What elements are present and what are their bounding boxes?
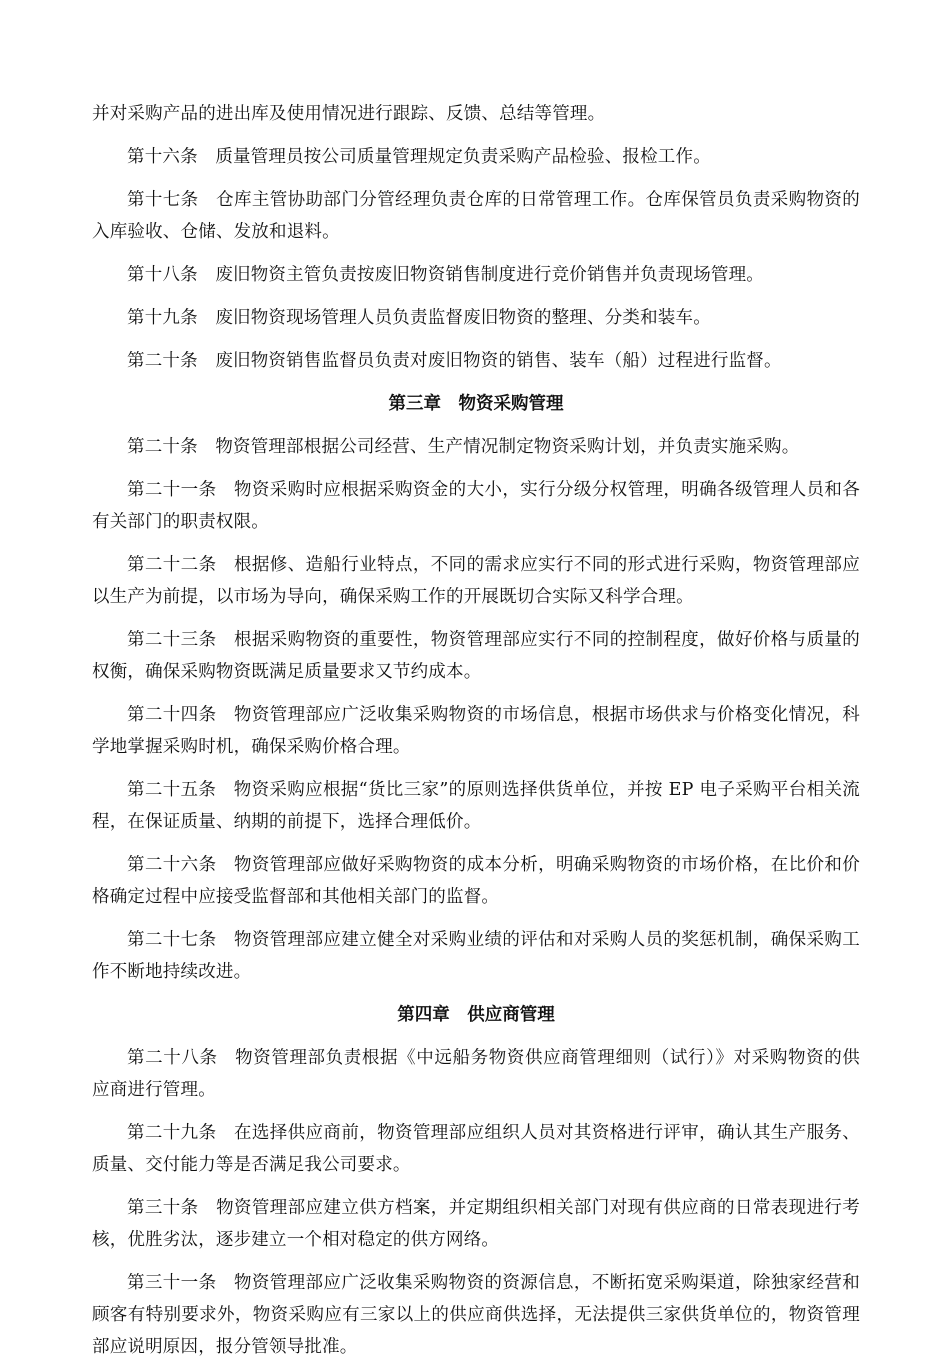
article-28	[92, 1042, 860, 1106]
article-text: 物资管理部应建立健全对采购业绩的评估和对采购人员的奖惩机制，确保采购工作不断地持续改进。	[92, 930, 861, 982]
article-number: 第十九条	[127, 308, 198, 328]
article-number: 第三十条	[127, 1198, 199, 1218]
article-number: 第二十六条	[127, 855, 217, 875]
article-text: 物资管理部根据公司经营、生产情况制定物资采购计划，并负责实施采购。	[215, 437, 800, 457]
article-17	[92, 184, 860, 248]
article-text: 根据采购物资的重要性，物资管理部应实行不同的控制程度，做好价格与质量的权衡，确保采购物资既满足质量要求又节约成本。	[92, 630, 861, 682]
article-number: 第十七条	[127, 190, 199, 210]
article-number: 第二十四条	[127, 705, 217, 725]
article-23	[92, 624, 860, 688]
chapter-number: 第四章	[397, 1005, 450, 1025]
article-text: 质量管理员按公司质量管理规定负责采购产品检验、报检工作。	[215, 147, 711, 167]
article-text: 物资管理部应广泛收集采购物资的市场信息，根据市场供求与价格变化情况，科学地掌握采购时机，确保采购价格合理。	[92, 705, 861, 757]
article-number: 第二十一条	[127, 480, 217, 500]
article-24	[92, 699, 860, 763]
article-text: 物资管理部应广泛收集采购物资的资源信息，不断拓宽采购渠道，除独家经营和顾客有特别要求外，物资采购应有三家以上的供应商供选择，无法提供三家供货单位的，物资管理部应说明原因，报分管领导批准。	[92, 1273, 861, 1357]
article-text: 废旧物资主管负责按废旧物资销售制度进行竞价销售并负责现场管理。	[215, 265, 765, 285]
article-text: 物资采购应根据“货比三家”的原则选择供货单位，并按 EP 电子采购平台相关流程，在保证质量、纳期的前提下，选择合理低价。	[92, 780, 860, 832]
chapter-3-heading	[92, 388, 860, 420]
article-19	[92, 302, 860, 334]
article-number: 第三十一条	[127, 1273, 217, 1293]
article-number: 第十六条	[127, 147, 198, 167]
article-text: 物资管理部负责根据《中远船务物资供应商管理细则（试行）》对采购物资的供应商进行管理。	[92, 1048, 861, 1100]
article-31	[92, 1267, 860, 1363]
chapter-title: 供应商管理	[467, 1005, 555, 1025]
article-text: 在选择供应商前，物资管理部应组织人员对其资格进行评审，确认其生产服务、质量、交付能力等是否满足我公司要求。	[92, 1123, 861, 1175]
continuation-paragraph: 并对采购产品的进出库及使用情况进行跟踪、反馈、总结等管理。	[92, 104, 606, 124]
article-21	[92, 474, 860, 538]
article-text: 根据修、造船行业特点，不同的需求应实行不同的形式进行采购，物资管理部应以生产为前提，以市场为导向，确保采购工作的开展既切合实际又科学合理。	[92, 555, 861, 607]
article-number: 第二十九条	[127, 1123, 217, 1143]
article-27	[92, 924, 860, 988]
article-29	[92, 1117, 860, 1181]
article-text: 物资采购时应根据采购资金的大小，实行分级分权管理，明确各级管理人员和各有关部门的职责权限。	[92, 480, 861, 532]
article-number: 第二十条	[127, 351, 198, 371]
article-text: 仓库主管协助部门分管经理负责仓库的日常管理工作。仓库保管员负责采购物资的入库验收、仓储、发放和退料。	[92, 190, 860, 242]
article-26	[92, 849, 860, 913]
article-number: 第二十五条	[127, 780, 217, 800]
article-20-a	[92, 345, 860, 377]
article-text: 废旧物资销售监督员负责对废旧物资的销售、装车（船）过程进行监督。	[215, 351, 782, 371]
article-number: 第二十二条	[127, 555, 217, 575]
article-20-b	[92, 431, 860, 463]
article-text: 物资管理部应建立供方档案，并定期组织相关部门对现有供应商的日常表现进行考核，优胜劣汰，逐步建立一个相对稳定的供方网络。	[92, 1198, 860, 1250]
chapter-number: 第三章	[388, 394, 441, 414]
article-22	[92, 549, 860, 613]
article-number: 第二十八条	[127, 1048, 218, 1068]
article-30	[92, 1192, 860, 1256]
article-18	[92, 259, 860, 291]
article-16	[92, 141, 860, 173]
chapter-title: 物资采购管理	[458, 394, 564, 414]
article-25	[92, 774, 860, 838]
article-text: 废旧物资现场管理人员负责监督废旧物资的整理、分类和装车。	[215, 308, 711, 328]
article-number: 第二十三条	[127, 630, 217, 650]
article-text: 物资管理部应做好采购物资的成本分析，明确采购物资的市场价格，在比价和价格确定过程中应接受监督部和其他相关部门的监督。	[92, 855, 861, 907]
article-number: 第二十七条	[127, 930, 217, 950]
article-number: 第二十条	[127, 437, 198, 457]
article-number: 第十八条	[127, 265, 198, 285]
chapter-4-heading	[92, 999, 860, 1031]
